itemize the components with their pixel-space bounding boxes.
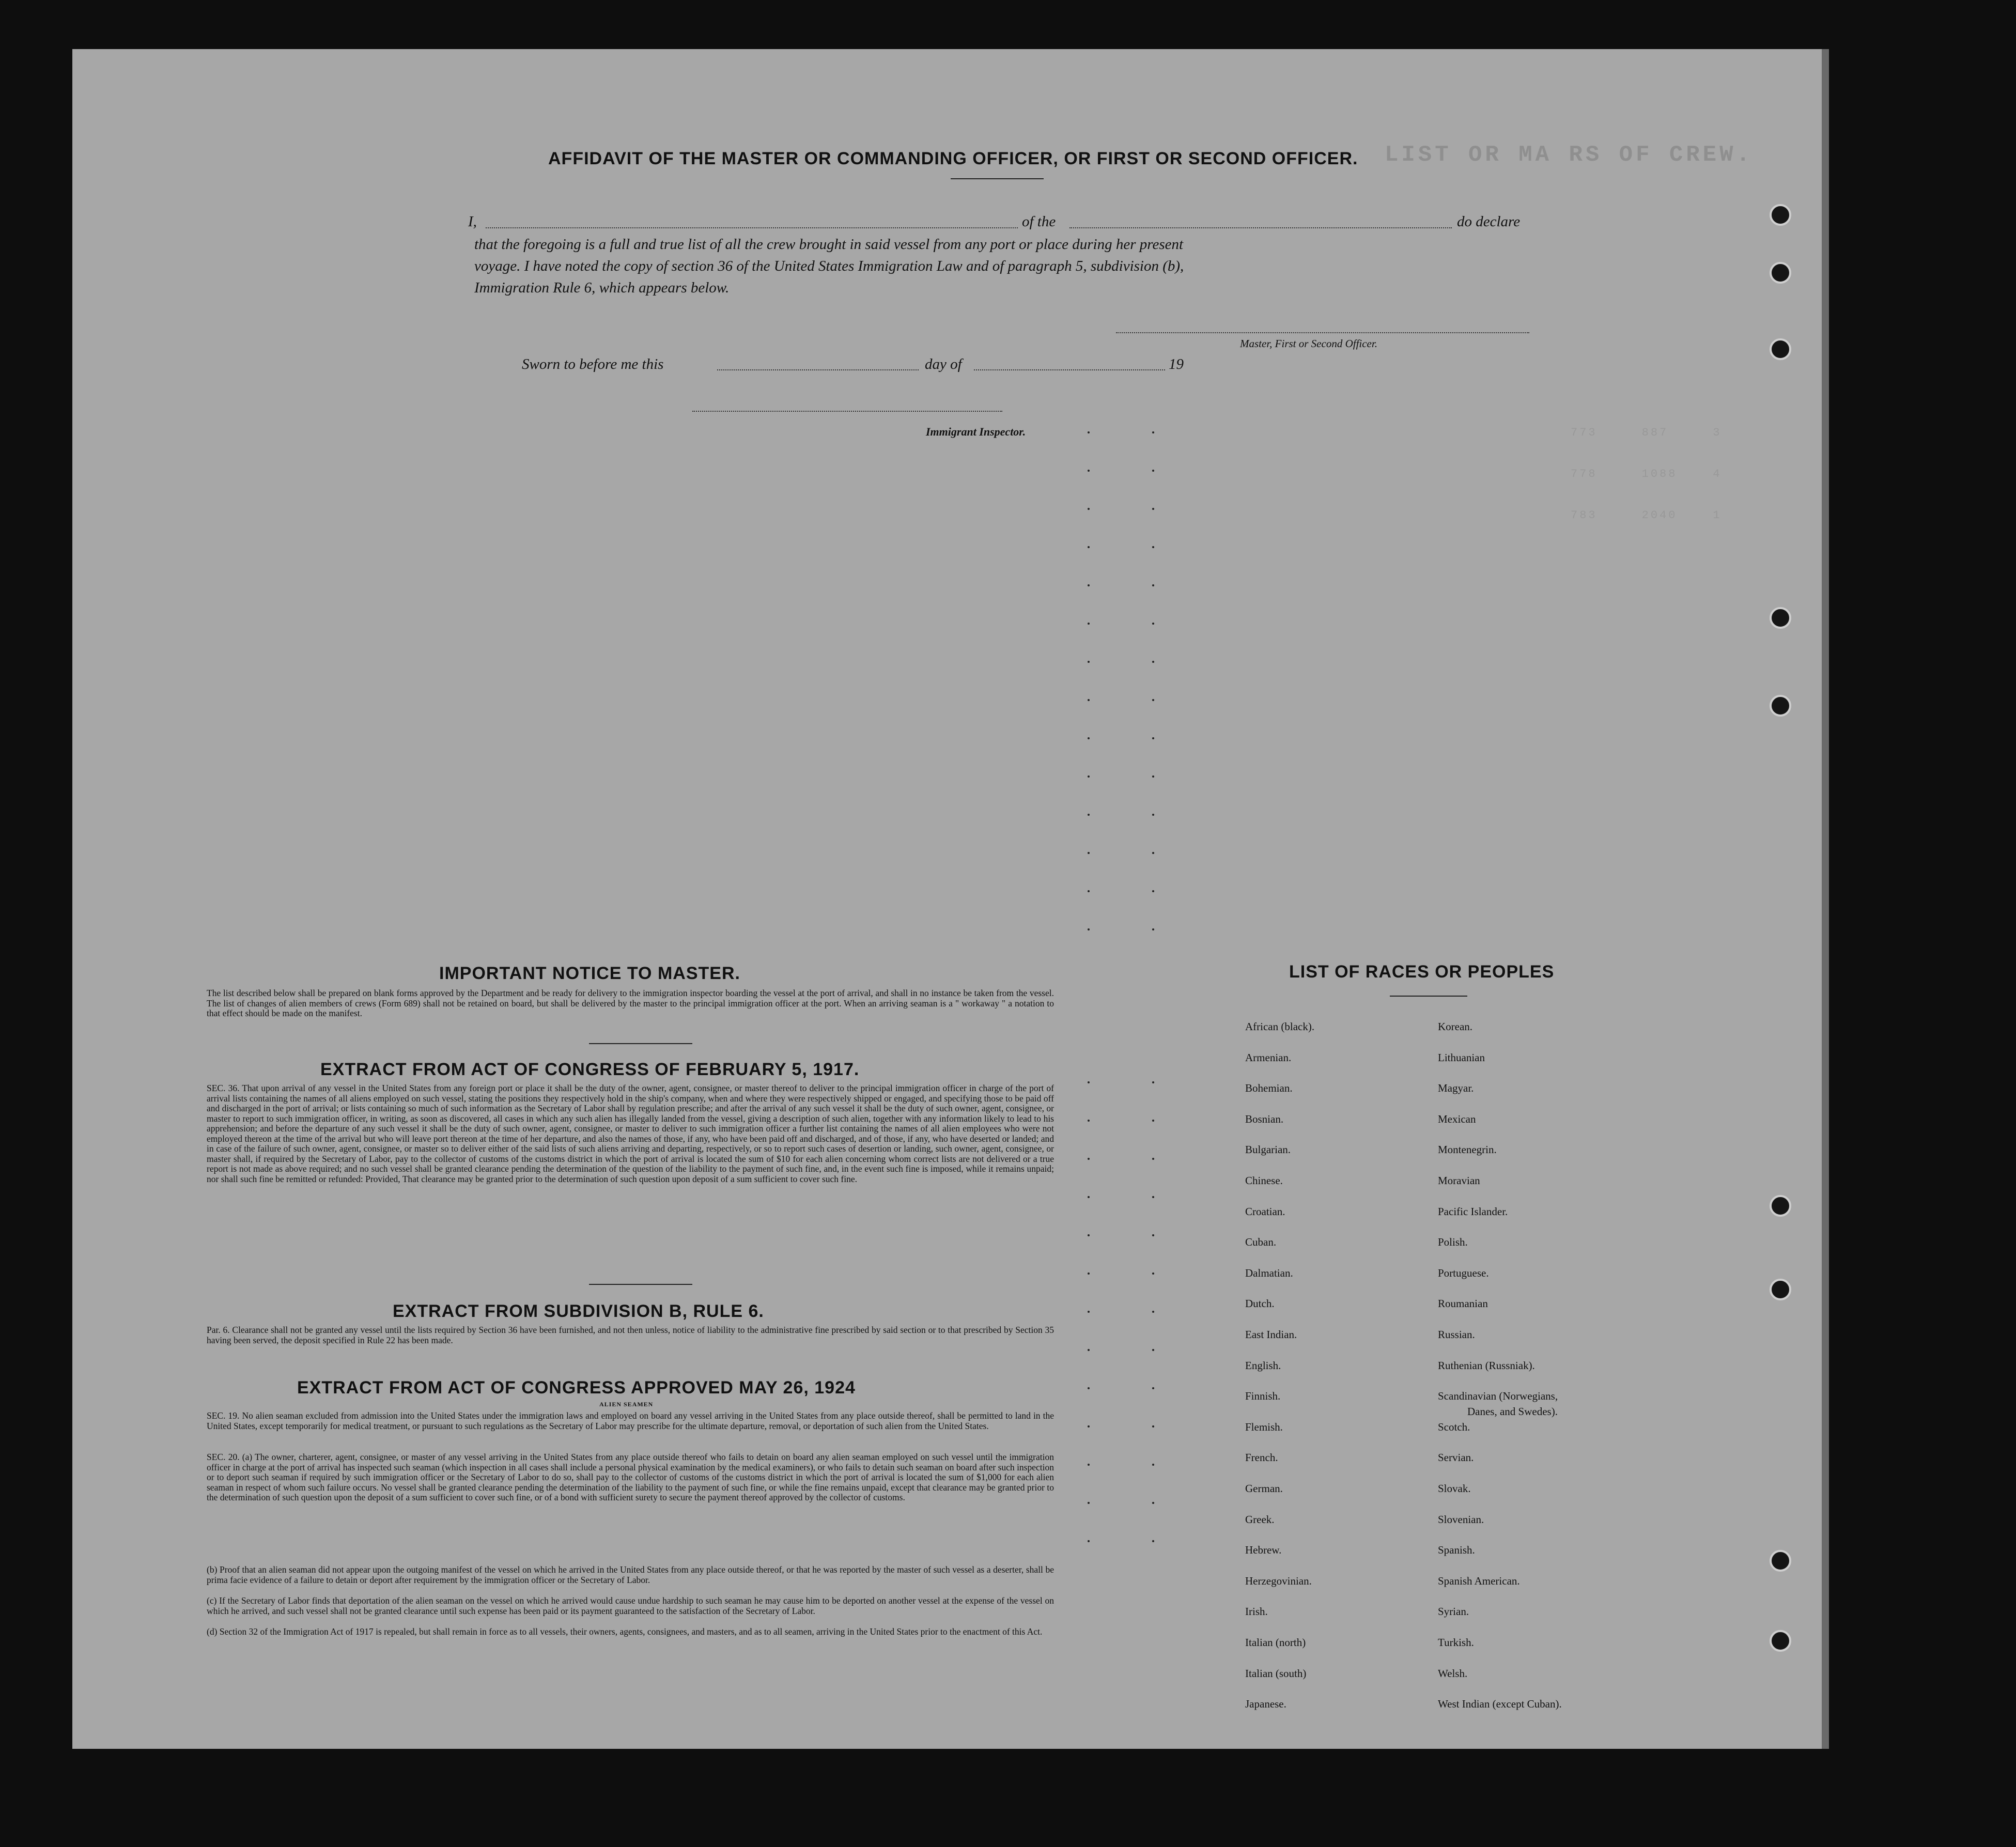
ledger-dot <box>1088 1234 1090 1236</box>
ledger-dot <box>1088 1081 1090 1083</box>
race-item: Italian (south) <box>1245 1667 1307 1680</box>
ledger-dot <box>1152 890 1154 892</box>
race-item: Lithuanian <box>1438 1051 1485 1064</box>
extract-1924-sec19: SEC. 19. No alien seaman excluded from admission into the United States under the immigration laws and employed on board any vessel arriving in the United States from any place outside thereof, shall be permitted to land in the United States, except temporarily for medical treatment, or pursuant to such regulations as the Secretary of Labor may prescribe for the ultimate departure, removal, or deportation of such alien from the United States. <box>207 1410 1054 1431</box>
ledger-dot <box>1088 508 1090 510</box>
ledger-dot <box>1088 737 1090 739</box>
race-item: Spanish. <box>1438 1544 1475 1557</box>
ledger-dot <box>1152 1081 1154 1083</box>
sworn-day-line <box>717 369 919 370</box>
ledger-dot <box>1088 1349 1090 1351</box>
ledger-dot <box>1088 661 1090 663</box>
bleed-through-row: 778 1088 4 <box>1571 468 1722 480</box>
race-item: Scandinavian (Norwegians, <box>1438 1390 1558 1403</box>
binder-hole <box>1770 1195 1791 1217</box>
race-item: Syrian. <box>1438 1605 1469 1618</box>
ledger-dot <box>1152 584 1154 586</box>
race-item: Danes, and Swedes). <box>1467 1405 1558 1418</box>
ledger-dot <box>1088 623 1090 625</box>
race-item: English. <box>1245 1359 1281 1372</box>
ledger-dot <box>1152 546 1154 548</box>
binder-hole <box>1770 1279 1791 1300</box>
race-item: Moravian <box>1438 1174 1480 1187</box>
extract-1924-subtitle: ALIEN SEAMEN <box>599 1401 654 1408</box>
ledger-dot <box>1088 1464 1090 1466</box>
race-item: West Indian (except Cuban). <box>1438 1698 1562 1711</box>
race-item: Korean. <box>1438 1020 1473 1033</box>
ledger-dot <box>1088 1311 1090 1313</box>
race-item: Dalmatian. <box>1245 1266 1293 1279</box>
ledger-dot <box>1152 1311 1154 1313</box>
ledger-dot <box>1152 1349 1154 1351</box>
race-item: Mexican <box>1438 1112 1476 1125</box>
ledger-dot <box>1152 852 1154 854</box>
race-item: Cuban. <box>1245 1236 1277 1249</box>
race-item: German. <box>1245 1482 1283 1495</box>
binder-hole <box>1770 695 1791 717</box>
notice-title: IMPORTANT NOTICE TO MASTER. <box>439 964 740 983</box>
race-item: African (black). <box>1245 1020 1315 1033</box>
affidavit-of-the-label: of the <box>1022 213 1056 230</box>
document-page <box>72 49 1829 1749</box>
inspector-signature-line <box>692 411 1002 412</box>
ledger-dot <box>1088 1540 1090 1542</box>
ledger-dot <box>1152 737 1154 739</box>
race-item: Hebrew. <box>1245 1544 1282 1557</box>
extract-1924-sec20b: (b) Proof that an alien seaman did not appear upon the outgoing manifest of the vessel on which he arrived in the United States from any place outside thereof, or that he was reported by the master of such vessel as a deserter, shall be prima facie evidence of a failure to detain or deport after requirement by the immigration officer or the Secretary of Labor. <box>207 1564 1054 1585</box>
officer-signature-line <box>1116 332 1529 333</box>
ledger-dot <box>1152 1425 1154 1427</box>
extract-rule6-body: Par. 6. Clearance shall not be granted any vessel until the lists required by Section 36 have been furnished, and not then unless, notice of liability to the administrative fine prescribed by said section or to that prescribed by Section 35 having been served, the deposit specified in Rule 22 has been made. <box>207 1325 1054 1345</box>
ledger-dot <box>1152 470 1154 472</box>
race-item: Welsh. <box>1438 1667 1468 1680</box>
race-item: Japanese. <box>1245 1698 1286 1711</box>
ledger-dot <box>1152 699 1154 701</box>
ledger-dot <box>1152 623 1154 625</box>
ledger-dot <box>1152 1158 1154 1160</box>
binder-hole <box>1770 204 1791 226</box>
extract-1917-body: SEC. 36. That upon arrival of any vessel in the United States from any foreign port or place it shall be the duty of the owner, agent, consignee, or master thereof to deliver to the principal immigration officer in charge of the port of arrival lists containing the names of all aliens employed on such vessel, stating the positions they respectively hold in the ship's company, when and where they were respectively shipped or engaged, and specifying those to be paid off and discharged in the port of arrival; or lists containing so much of such information as the Secretary of Labor shall by regulation prescribe; and after the arrival of any such vessel it shall be the duty of such owner, agent, consignee, or master to report to such immigration officer, in writing, as soon as discovered, all cases in which any such alien has illegally landed from the vessel, giving a description of such alien, together with any information likely to lead to his apprehension; and before the departure of any such vessel it shall be the duty of such owner, agent, consignee, or master to deliver to such immigration officer a further list containing the names of all alien employees who were not employed thereon at the time of the arrival but who will leave port thereon at the time of her departure, and also the names of those, if any, who have been paid off and discharged, and of those, if any, who have deserted or landed; and in case of the failure of such owner, agent, consignee, or master so to deliver either of the said lists of such aliens arriving and departing, respectively, or so to report such cases of desertion or landing, such owner, agent, consignee, or master shall, if required by the Secretary of Labor, pay to the collector of customs of the customs district in which the port of arrival is located the sum of $10 for each alien concerning whom correct lists are not delivered or a true report is not made as above required; and no such vessel shall be granted clearance pending the determination of the question of the liability to the payment of such fine, and, in the event such fine is imposed, while it remains unpaid; nor shall such fine be remitted or refunded: Provided, That clearance may be granted prior to the determination of such question upon deposit of a sum sufficient to cover such fine. <box>207 1083 1054 1184</box>
races-title: LIST OF RACES OR PEOPLES <box>1289 962 1555 982</box>
race-item: Flemish. <box>1245 1420 1283 1433</box>
race-item: Croatian. <box>1245 1205 1285 1218</box>
race-item: Magyar. <box>1438 1082 1474 1095</box>
race-item: Portuguese. <box>1438 1266 1489 1279</box>
day-of-label: day of <box>925 356 962 372</box>
affidavit-i-label: I, <box>468 213 477 230</box>
binder-hole <box>1770 338 1791 360</box>
ledger-dot <box>1088 928 1090 930</box>
affidavit-line-3: voyage. I have noted the copy of section 36 of the United States Immigration Law and of paragraph 5, subdivision (b), <box>474 258 1184 274</box>
race-item: Dutch. <box>1245 1297 1275 1310</box>
ledger-dot <box>1152 1272 1154 1275</box>
notice-rule <box>589 1043 692 1044</box>
binder-hole <box>1770 607 1791 629</box>
ledger-dot <box>1152 775 1154 778</box>
ledger-dot <box>1152 1234 1154 1236</box>
binder-hole <box>1770 1630 1791 1652</box>
ledger-dot <box>1088 1387 1090 1389</box>
ledger-dot <box>1152 1464 1154 1466</box>
extract-1924-title: EXTRACT FROM ACT OF CONGRESS APPROVED MAY 26, 1924 <box>297 1378 856 1398</box>
ledger-dot <box>1152 928 1154 930</box>
extract-1917-title: EXTRACT FROM ACT OF CONGRESS OF FEBRUARY 5, 1917. <box>320 1060 860 1079</box>
ledger-dot <box>1088 470 1090 472</box>
ledger-dot <box>1152 508 1154 510</box>
race-item: Irish. <box>1245 1605 1268 1618</box>
races-rule <box>1390 996 1467 997</box>
binder-hole <box>1770 1550 1791 1572</box>
race-item: Scotch. <box>1438 1420 1470 1433</box>
race-item: Turkish. <box>1438 1636 1474 1649</box>
ledger-dot <box>1088 699 1090 701</box>
affidavit-declare-label: do declare <box>1457 213 1521 230</box>
extract-1917-rule <box>589 1284 692 1285</box>
ledger-dot <box>1152 814 1154 816</box>
ledger-dot <box>1088 890 1090 892</box>
ledger-dot <box>1152 1387 1154 1389</box>
race-item: Herzegovinian. <box>1245 1574 1312 1587</box>
affidavit-line-2: that the foregoing is a full and true list of all the crew brought in said vessel from any port or place during her present <box>474 236 1184 253</box>
ledger-dot <box>1088 1196 1090 1198</box>
ledger-dot <box>1088 1272 1090 1275</box>
officer-label: Master, First or Second Officer. <box>1240 337 1377 350</box>
race-item: Italian (north) <box>1245 1636 1306 1649</box>
extract-1924-sec20a: SEC. 20. (a) The owner, charterer, agent, consignee, or master of any vessel arriving in the United States from any place outside thereof who fails to detain on board any alien seaman employed on such vessel until the immigration officer in charge at the port of arrival has inspected such seaman (which inspection in all cases shall include a personal physical examination by the medical examiners), or who fails to detain such seaman on board after such inspection or to deport such seaman if required by such immigration officer or the Secretary of Labor to do so, shall pay to the collector of customs of the customs district in which the port of arrival is located the sum of $1,000 for each alien seaman in respect of whom such failure occurs. No vessel shall be granted clearance pending the determination of the liability to the payment of such fine, or while the fine remains unpaid, except that clearance may be granted prior to the determination of such question upon the deposit of a sum sufficient to cover such fine, or of a bond with sufficient surety to secure the payment thereof approved by the collector of customs. <box>207 1452 1054 1502</box>
race-item: French. <box>1245 1451 1278 1464</box>
race-item: Montenegrin. <box>1438 1143 1497 1156</box>
extract-rule6-title: EXTRACT FROM SUBDIVISION B, RULE 6. <box>393 1301 764 1321</box>
ledger-dot <box>1088 546 1090 548</box>
ledger-dot <box>1088 775 1090 778</box>
notice-body: The list described below shall be prepared on blank forms approved by the Department and be ready for delivery to the immigration inspector boarding the vessel at the port of arrival, and shall in no instance be taken from the vessel. The list of changes of alien members of crews (Form 689) shall not be retained on board, but shall be delivered by the master to the principal immigration officer at the port. When an arriving seaman is a " workaway " a notation to that effect should be made on the manifest. <box>207 988 1054 1018</box>
ledger-dot <box>1152 1502 1154 1504</box>
sworn-month-line <box>974 369 1165 370</box>
affidavit-name-line <box>486 227 1018 228</box>
ledger-dot <box>1088 814 1090 816</box>
sworn-label: Sworn to before me this <box>522 356 664 372</box>
binder-hole <box>1770 262 1791 284</box>
bleed-through-row: 773 887 3 <box>1571 426 1722 439</box>
ledger-dot <box>1088 584 1090 586</box>
race-item: Spanish American. <box>1438 1574 1520 1587</box>
race-item: Bosnian. <box>1245 1112 1284 1125</box>
race-item: East Indian. <box>1245 1328 1297 1341</box>
affidavit-title-rule <box>951 178 1044 179</box>
ledger-dot <box>1152 431 1154 433</box>
ledger-dot <box>1088 1502 1090 1504</box>
race-item: Slovak. <box>1438 1482 1471 1495</box>
race-item: Ruthenian (Russniak). <box>1438 1359 1535 1372</box>
ledger-dot <box>1088 431 1090 433</box>
ledger-dot <box>1088 1120 1090 1122</box>
year-label: 19 <box>1169 356 1184 372</box>
ledger-dot <box>1152 1120 1154 1122</box>
race-item: Servian. <box>1438 1451 1474 1464</box>
race-item: Finnish. <box>1245 1390 1281 1403</box>
affidavit-vessel-line <box>1069 227 1452 228</box>
ledger-dot <box>1088 1425 1090 1427</box>
race-item: Chinese. <box>1245 1174 1283 1187</box>
race-item: Bohemian. <box>1245 1082 1293 1095</box>
race-item: Armenian. <box>1245 1051 1292 1064</box>
inspector-label: Immigrant Inspector. <box>926 425 1026 438</box>
extract-1924-sec20d: (d) Section 32 of the Immigration Act of 1917 is repealed, but shall remain in force as to all vessels, their owners, agents, consignees, and masters, and as to all seamen, arriving in the United States prior to the enactment of this Act. <box>207 1626 1043 1637</box>
race-item: Russian. <box>1438 1328 1475 1341</box>
race-item: Bulgarian. <box>1245 1143 1291 1156</box>
bleed-through-row: 783 2040 1 <box>1571 509 1722 522</box>
ledger-dot <box>1088 852 1090 854</box>
ledger-dot <box>1152 661 1154 663</box>
ledger-dot <box>1152 1196 1154 1198</box>
race-item: Slovenian. <box>1438 1513 1484 1526</box>
affidavit-line-4: Immigration Rule 6, which appears below. <box>474 280 730 296</box>
ledger-dot <box>1088 1158 1090 1160</box>
ledger-dot <box>1152 1540 1154 1542</box>
race-item: Greek. <box>1245 1513 1275 1526</box>
race-item: Roumanian <box>1438 1297 1488 1310</box>
affidavit-title: AFFIDAVIT OF THE MASTER OR COMMANDING OFFICER, OR FIRST OR SECOND OFFICER. <box>548 149 1358 168</box>
bleed-through-title: LIST OR MA RS OF CREW. <box>1385 142 1753 168</box>
race-item: Pacific Islander. <box>1438 1205 1508 1218</box>
race-item: Polish. <box>1438 1236 1468 1249</box>
extract-1924-sec20c: (c) If the Secretary of Labor finds that deportation of the alien seaman on the vessel on which he arrived would cause undue hardship to such seaman he may cause him to be deported on another vessel at the expense of the vessel on which he arrived, and such vessel shall not be granted clearance until such expense has been paid or its payment guaranteed to the satisfaction of the Secretary of Labor. <box>207 1595 1054 1616</box>
